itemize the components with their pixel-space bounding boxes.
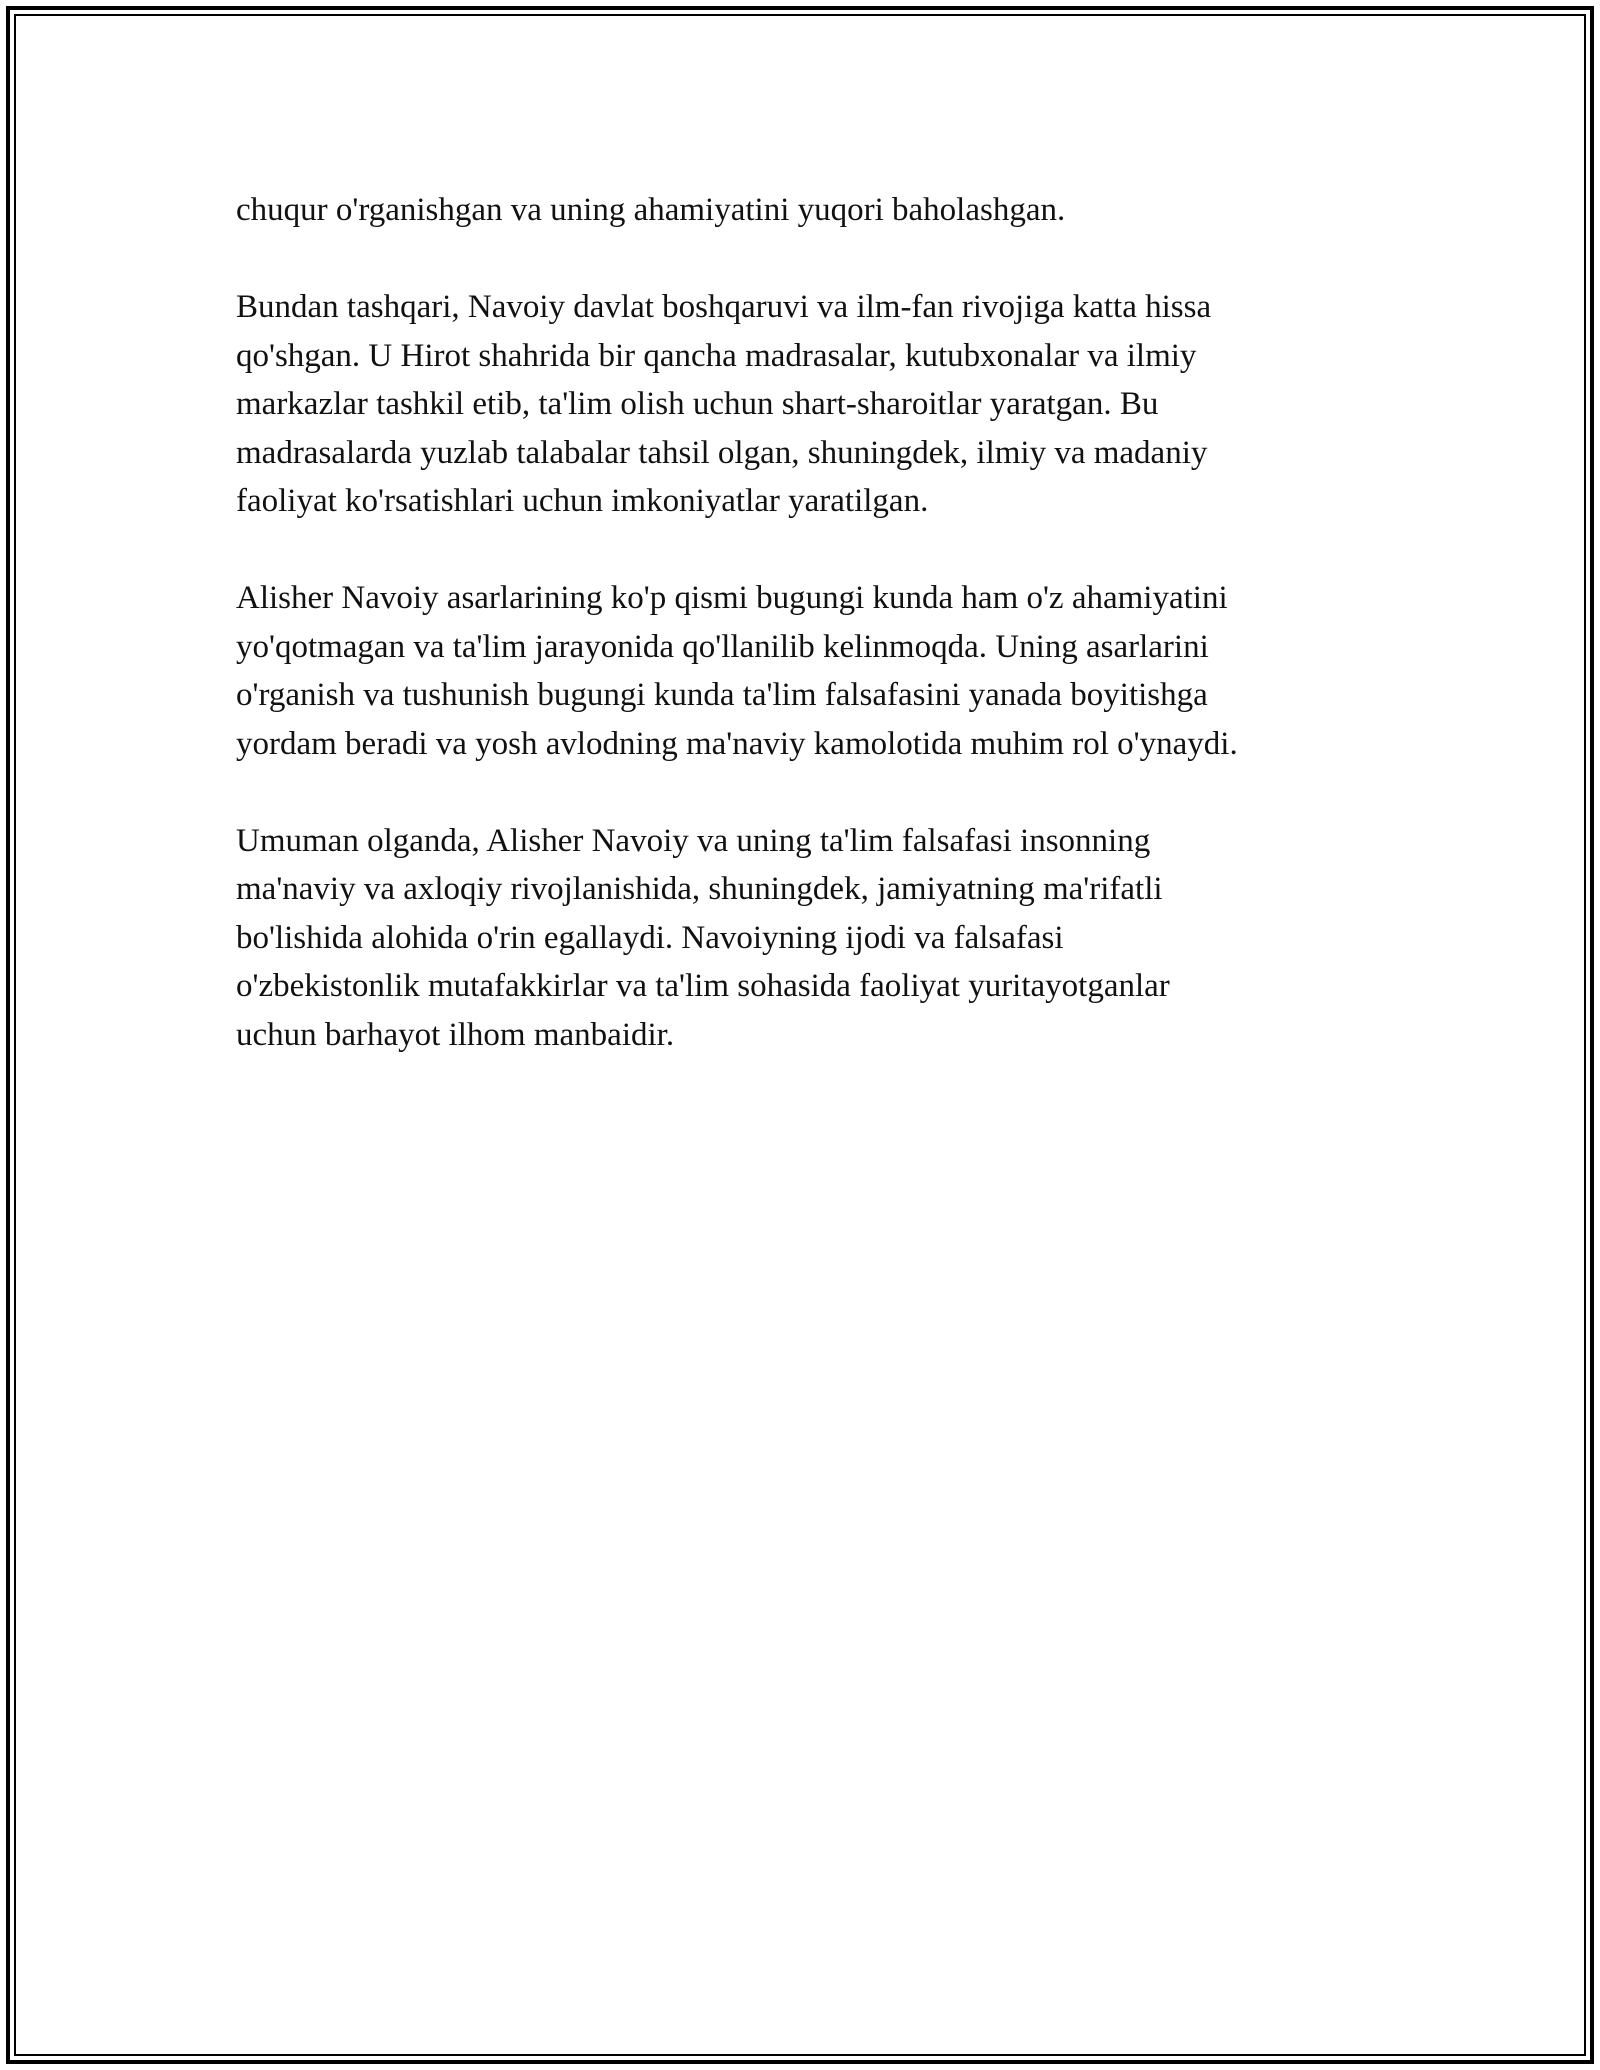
text-line: o'rganish va tushunish bugungi kunda ta'lim falsafasini yanada boyitishga — [236, 677, 1208, 713]
text-line: faoliyat ko'rsatishlari uchun imkoniyatlar yaratilgan. — [236, 483, 929, 519]
paragraph-2 — [236, 283, 1376, 526]
text-line: uchun barhayot ilhom manbaidir. — [236, 1016, 675, 1053]
document-body — [236, 186, 1376, 1108]
text-line: qo'shgan. U Hirot shahrida bir qancha madrasalar, kutubxonalar va ilmiy — [236, 337, 1197, 374]
text-line: yordam beradi va yosh avlodning ma'naviy kamolotida muhim rol o'ynaydi. — [236, 725, 1238, 762]
text-line: Alisher Navoiy asarlarining ko'p qismi bugungi kunda ham o'z ahamiyatini — [236, 580, 1228, 616]
text-line: bo'lishida alohida o'rin egallaydi. Navoiyning ijodi va falsafasi — [236, 919, 1064, 956]
text-line: chuqur o'rganishgan va uning ahamiyatini yuqori baholashgan. — [236, 192, 1066, 228]
paragraph-3 — [236, 574, 1376, 768]
text-line: ma'naviy va axloqiy rivojlanishida, shuningdek, jamiyatning ma'rifatli — [236, 871, 1163, 907]
text-line: madrasalarda yuzlab talabalar tahsil olgan, shuningdek, ilmiy va madaniy — [236, 434, 1208, 471]
text-line: yo'qotmagan va ta'lim jarayonida qo'llanilib kelinmoqda. Uning asarlarini — [236, 628, 1209, 665]
text-line: markazlar tashkil etib, ta'lim olish uchun shart-sharoitlar yaratgan. Bu — [236, 386, 1159, 422]
paragraph-1 — [236, 186, 1376, 235]
paragraph-4 — [236, 817, 1376, 1060]
text-line: Bundan tashqari, Navoiy davlat boshqaruvi va ilm-fan rivojiga katta hissa — [236, 289, 1212, 325]
text-line: o'zbekistonlik mutafakkirlar va ta'lim sohasida faoliyat yuritayotganlar — [236, 968, 1170, 1004]
text-line: Umuman olganda, Alisher Navoiy va uning ta'lim falsafasi insonning — [236, 822, 1151, 859]
